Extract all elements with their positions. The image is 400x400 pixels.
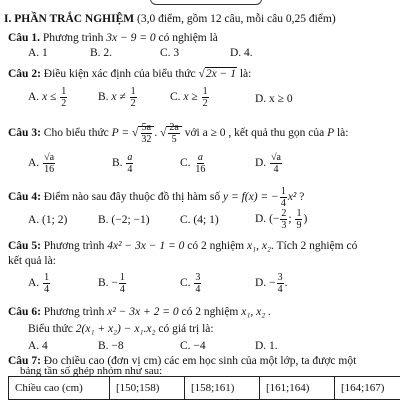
table-interval-cell: [158;161) <box>185 377 260 399</box>
q1-option-a: A. 1 <box>28 47 48 59</box>
table-interval-cell: [150;158) <box>110 377 185 399</box>
q6-option-c: C. −4 <box>180 340 206 352</box>
q4-option-a: A. (1; 2) <box>28 214 68 226</box>
q5-option-d: D. − $\frac{3}{4}$ . <box>255 272 288 295</box>
question-4: Câu 4: Điểm nào sau đây thuộc đồ thị hàm số y = f(x) = − $\frac{1}{4}$ x² ? <box>8 186 305 209</box>
table-interval-cell: [164;167) <box>341 382 385 394</box>
q6-option-b: B. −8 <box>98 340 124 352</box>
q6-option-d: D. 1. <box>255 340 278 352</box>
question-3: Câu 3: Cho biểu thức P = √ $\frac{5a}{32}$ . √ $\frac{2a}{5}$ với a ≥ 0 , kết quả thu gọn của P là: <box>8 122 349 145</box>
q3-option-b: B. $\frac{a}{4}$ <box>112 152 133 175</box>
q3-option-d: D. $\frac{√a}{4}$ <box>255 152 281 175</box>
question-6: Câu 6: Phương trình x² − 3x + 2 = 0 có 2 nghiệm x₁, x₂ . <box>8 306 271 318</box>
q6-option-a: A. 4 <box>28 340 48 352</box>
q5-option-c: C. $\frac{3}{4}$ <box>180 272 201 295</box>
question-7: Câu 7: Đo chiều cao (đơn vị cm) các em học sinh của một lớp, ta được một <box>8 355 357 367</box>
q5-option-b: B. − $\frac{1}{4}$ <box>98 272 125 295</box>
question-1: Câu 1. Phương trình 3x − 9 = 0 có nghiệm là <box>8 32 218 44</box>
question-7-line2: bảng tần số ghép nhóm như sau: <box>20 365 163 377</box>
question-5: Câu 5: Phương trình 4x² − 3x − 1 = 0 có 2 nghiệm x₁, x₂. Tích 2 nghiệm có <box>8 240 358 252</box>
q2-option-a: A. x ≤ $\frac{1}{2}$ <box>28 86 67 109</box>
q1-option-b: B. 2. <box>90 47 113 59</box>
section-heading: I. PHẦN TRẮC NGHIỆM (3,0 điểm, gồm 12 câu, mỗi câu 0,25 điểm) <box>4 13 336 25</box>
q4-option-d: D. (− $\frac{2}{3}$ ; $\frac{1}{9}$ ) <box>255 208 308 231</box>
frequency-table <box>8 376 400 400</box>
q2-option-d: D. x ≥ 0 <box>255 93 293 105</box>
q4-option-c: C. (4; 1) <box>180 214 219 226</box>
q4-option-b: B. (−2; −1) <box>98 214 150 226</box>
q2-option-b: B. x ≠ $\frac{1}{2}$ <box>98 86 136 109</box>
q3-option-c: C. $\frac{a}{16}$ <box>180 152 206 175</box>
table-header-cell: Chiều cao (cm) <box>9 377 110 399</box>
question-2: Câu 2: Điều kiện xác định của biểu thức √2x − 1 là: <box>8 68 252 80</box>
question-5-line2: kết quả là: <box>8 255 56 267</box>
q3-option-a: A. $\frac{√a}{16}$ <box>28 152 55 175</box>
q5-option-a: A. $\frac{1}{4}$ <box>28 272 50 295</box>
q2-option-c: C. x ≥ $\frac{1}{2}$ <box>170 86 208 109</box>
q1-option-c: C. 3 <box>160 47 180 59</box>
header-frame <box>150 0 262 5</box>
table-interval-cell: [161;164) <box>260 377 335 399</box>
question-6-line2: Biểu thức 2(x₁ + x₂) − x₁.x₂ có giá trị là: <box>28 323 214 335</box>
q1-option-d: D. 4. <box>230 47 253 59</box>
